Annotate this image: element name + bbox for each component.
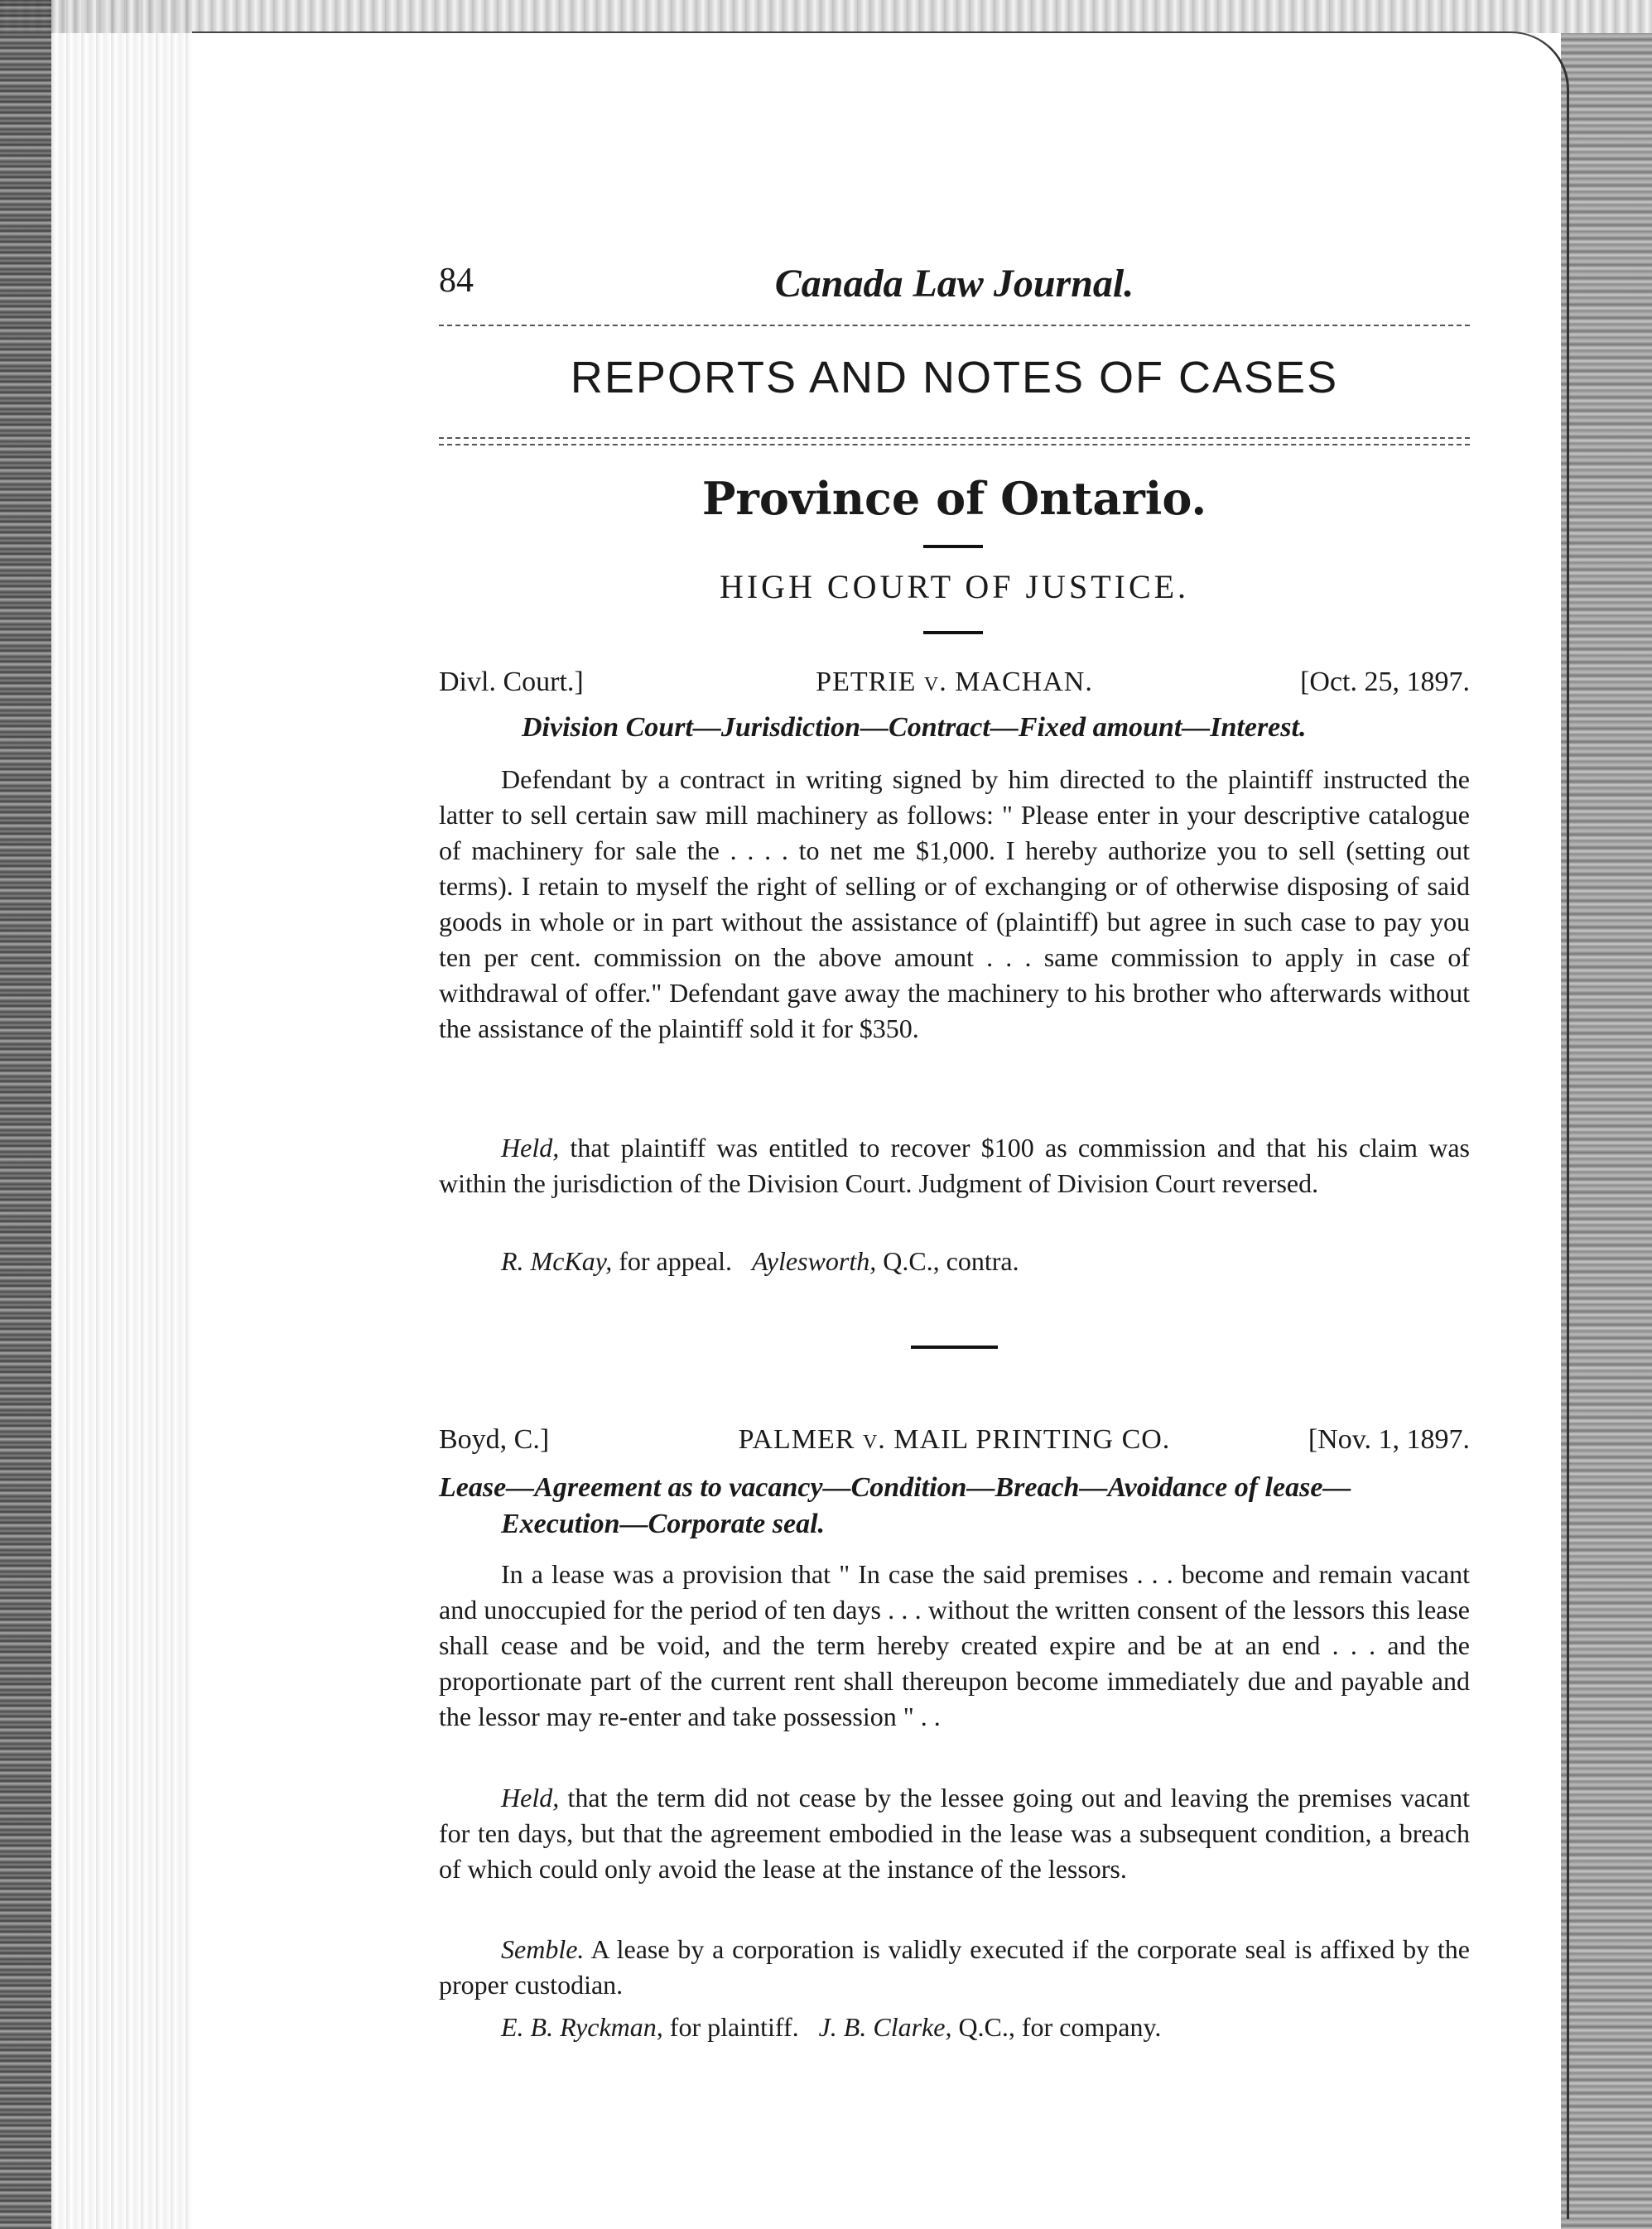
case-semble	[439, 1932, 1470, 2003]
case-held	[439, 1780, 1470, 1887]
counsel-line	[501, 1246, 1019, 1277]
court-heading: HIGH COURT OF JUSTICE.	[719, 568, 1190, 605]
case-subject: Division Court—Jurisdiction—Contract—Fixed amount—Interest.	[522, 712, 1307, 743]
case-date: [Nov. 1, 1897.	[1308, 1424, 1470, 1455]
counsel-line	[501, 2012, 1161, 2043]
case-date: [Oct. 25, 1897.	[1300, 667, 1470, 697]
counsel-name: J. B. Clarke,	[818, 2012, 952, 2042]
scan-edge-top	[0, 0, 1652, 33]
semble-label: Semble.	[501, 1934, 585, 1964]
case-header	[439, 667, 1470, 708]
case-body: In a lease was a provision that " In case the said premises . . . become and remain vacant and unoccupied for the period of ten days . . . without the written consent of the lessors this lease shall cease and be void, and the term hereby created expire and be at an end . . . and the proportionate part of the current rent shall thereupon become immediately due and payable and the lessor may re-enter and take possession " . .	[439, 1559, 1470, 1731]
section-rule	[439, 437, 1470, 439]
journal-title: Canada Law Journal.	[774, 262, 1134, 306]
counsel-name: R. McKay,	[501, 1246, 613, 1276]
case-divider	[911, 1346, 998, 1349]
counsel-role: for appeal.	[619, 1246, 732, 1276]
scan-edge-left	[0, 0, 51, 2229]
counsel-name: Aylesworth,	[752, 1246, 877, 1276]
case-court: Boyd, C.]	[439, 1424, 550, 1455]
case-subject-cont: Execution—Corporate seal.	[501, 1509, 826, 1539]
counsel-role: for plaintiff.	[669, 2012, 799, 2042]
short-divider	[923, 631, 983, 634]
held-label: Held,	[501, 1783, 560, 1813]
header-rule	[439, 325, 1470, 326]
case-held	[439, 1130, 1470, 1201]
case-header	[439, 1424, 1470, 1466]
counsel-role: Q.C., for company.	[958, 2012, 1162, 2042]
scan-shadow-left	[51, 0, 192, 2229]
province-heading: Province of Ontario.	[701, 472, 1207, 525]
counsel-role: Q.C., contra.	[883, 1246, 1019, 1276]
running-header	[439, 261, 1470, 319]
case-title: PETRIE v. MACHAN.	[816, 667, 1093, 697]
page-number: 84	[439, 262, 474, 300]
section-rule-2	[439, 444, 1470, 445]
held-label: Held,	[501, 1133, 560, 1163]
short-divider	[923, 545, 983, 548]
section-title: REPORTS AND NOTES OF CASES	[570, 353, 1339, 402]
held-text: that plaintiff was entitled to recover $100 as commission and that his claim was within the jurisdiction of the Division Court. Judgment of Division Court reversed.	[439, 1133, 1470, 1198]
case-title: PALMER v. MAIL PRINTING CO.	[738, 1424, 1171, 1455]
case-court: Divl. Court.]	[439, 667, 584, 697]
counsel-name: E. B. Ryckman,	[501, 2012, 663, 2042]
scan-edge-right	[1561, 33, 1652, 2229]
case-subject: Lease—Agreement as to vacancy—Condition—Breach—Avoidance of lease—	[439, 1472, 1351, 1503]
semble-text: A lease by a corporation is validly executed if the corporate seal is affixed by the proper custodian.	[439, 1934, 1471, 2000]
case-body: Defendant by a contract in writing signed by him directed to the plaintiff instructed the latter to sell certain saw mill machinery as follows: " Please enter in your descriptive catalogue of machinery for sale the . . . . to net me $1,000. I hereby authorize you to sell (setting out terms). I retain to myself the right of selling or of exchanging or of otherwise disposing of said goods in whole or in part without the assistance of (plaintiff) but agree in such case to pay you ten per cent. commission on the above amount . . . same commission to apply in case of withdrawal of offer." Defendant gave away the machinery to his brother who afterwards without the assistance of the plaintiff sold it for $350.	[439, 764, 1470, 1043]
held-text: that the term did not cease by the lessee going out and leaving the premises vacant for ten days, but that the agreement embodied in the lease was a subsequent condition, a breach of which could only avoid the lease at the instance of the lessors.	[439, 1783, 1471, 1884]
